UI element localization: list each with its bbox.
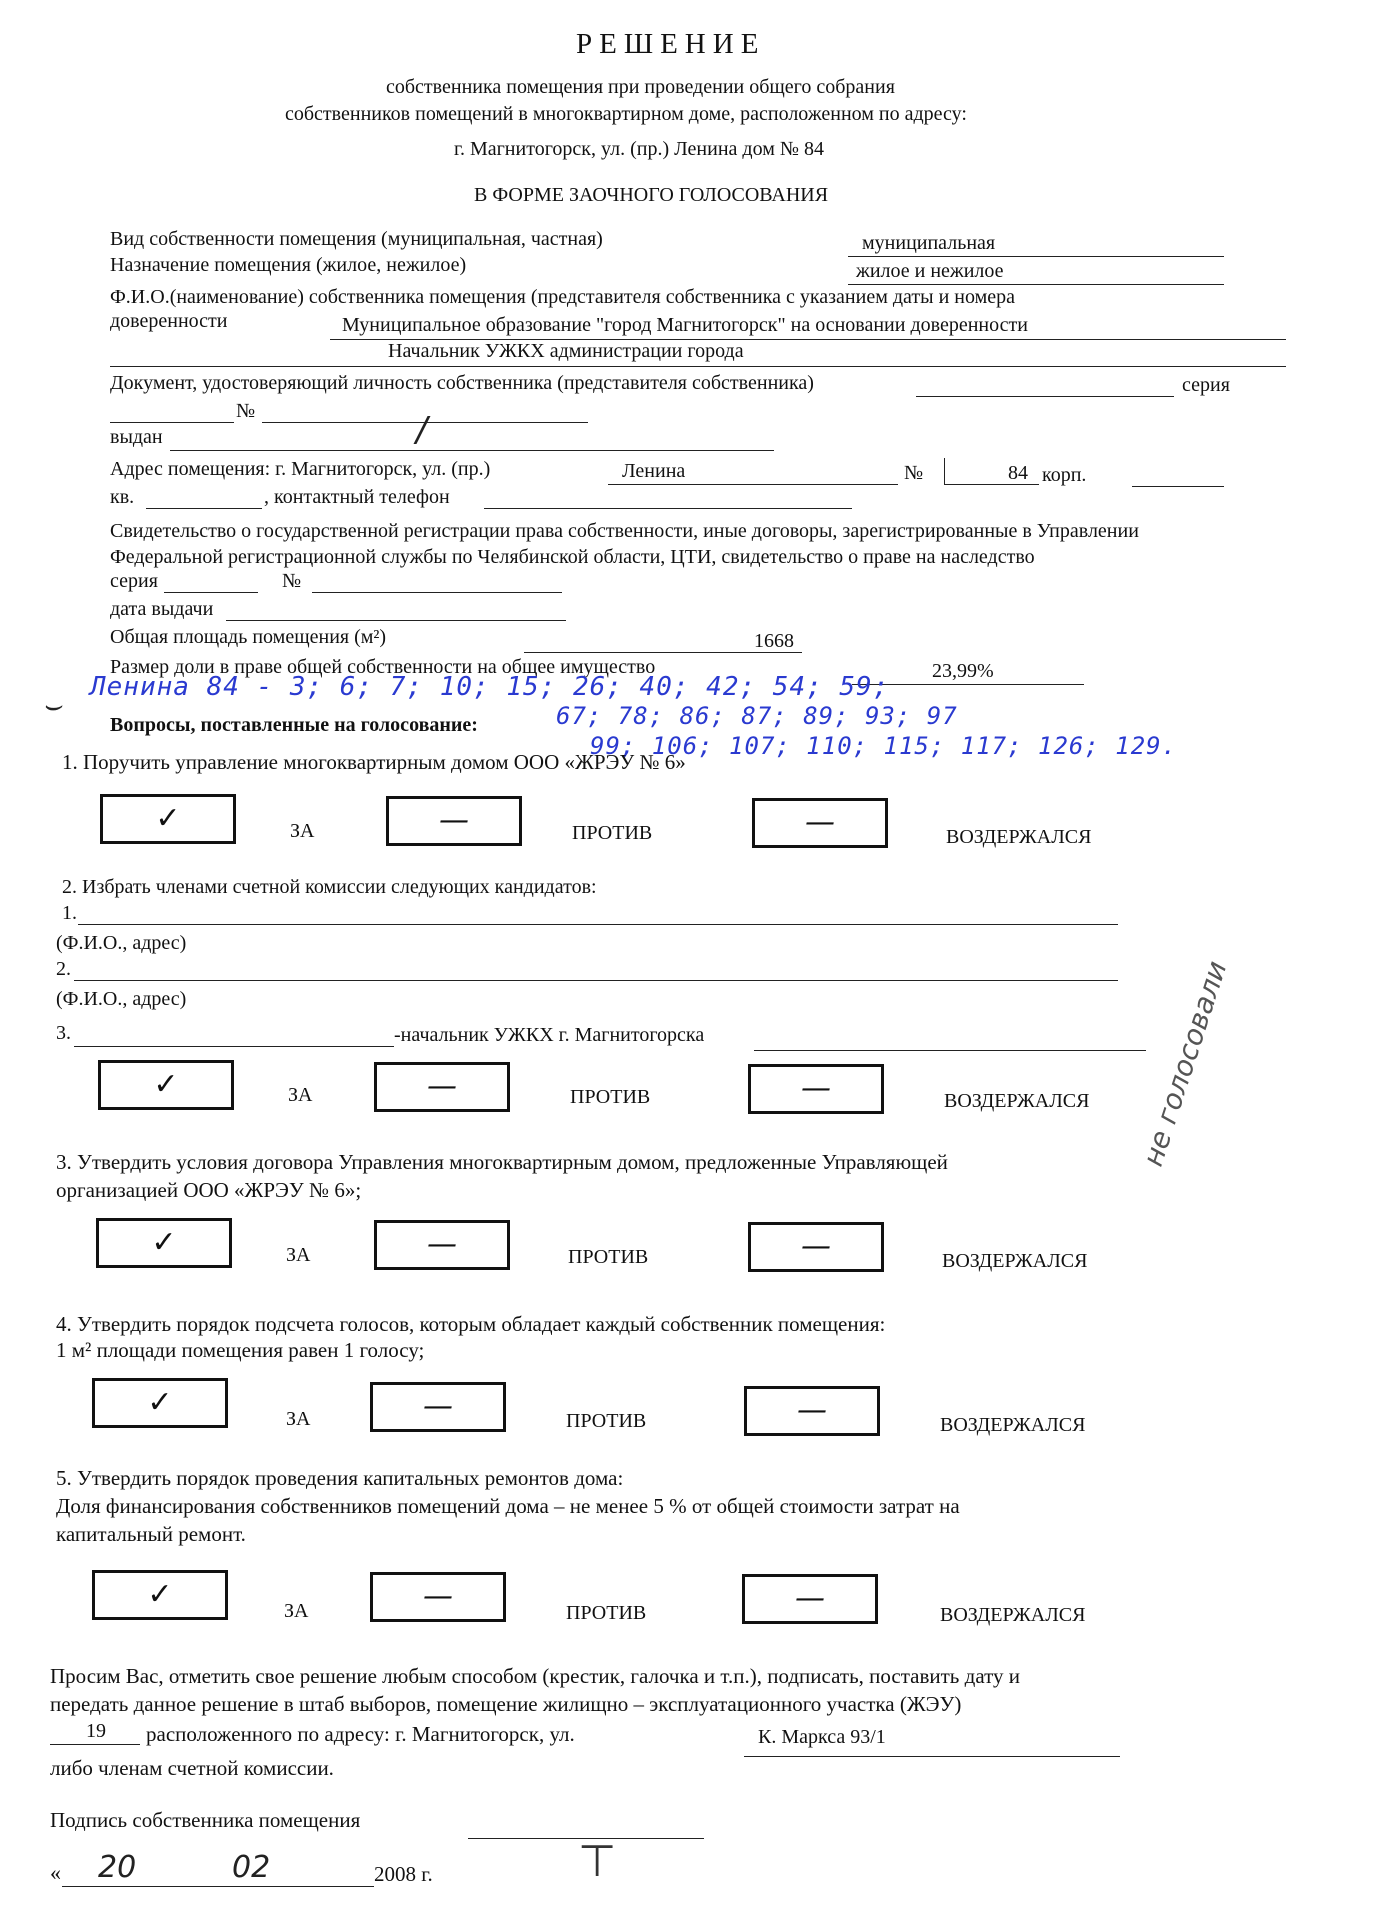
header-address: г. Магнитогорск, ул. (пр.) Ленина дом № 84: [454, 138, 824, 160]
cert-text-1: Свидетельство о государственной регистрации права собственности, иные договоры, зарегистрированные в Управлении: [110, 520, 1139, 542]
ownership-type-label: Вид собственности помещения (муниципальная, частная): [110, 228, 603, 250]
proxy-value-2: Начальник УЖКХ администрации города: [388, 340, 744, 362]
candidate-1-num: 1.: [62, 902, 77, 924]
share-value: 23,99%: [932, 660, 994, 682]
date-day: 20: [98, 1850, 137, 1885]
question-2-text: 2. Избрать членами счетной комиссии следующих кандидатов:: [62, 876, 597, 898]
phone-label: , контактный телефон: [264, 486, 450, 508]
ownership-type-value: муниципальная: [862, 232, 996, 254]
handwritten-apartments-3: 99; 106; 107; 110; 115; 117; 126; 129.: [590, 732, 1178, 760]
voting-form: В ФОРМЕ ЗАОЧНОГО ГОЛОСОВАНИЯ: [474, 184, 829, 206]
candidate-2-num: 2.: [56, 958, 71, 980]
q4-for-checkbox[interactable]: ✓: [92, 1378, 228, 1428]
handwritten-apartments-2: 67; 78; 86; 87; 89; 93; 97: [556, 702, 958, 730]
apt-label: кв.: [110, 486, 135, 508]
located-text: расположенного по адресу: г. Магнитогорск, ул.: [146, 1722, 575, 1746]
house-label: №: [904, 462, 924, 484]
q1-against-label: ПРОТИВ: [572, 822, 653, 844]
q5-for-label: ЗА: [284, 1600, 309, 1622]
q3-against-checkbox[interactable]: —: [374, 1220, 510, 1270]
q3-abstain-checkbox[interactable]: —: [748, 1222, 884, 1272]
q3-abstain-label: ВОЗДЕРЖАЛСЯ: [942, 1250, 1088, 1272]
purpose-label: Назначение помещения (жилое, нежилое): [110, 254, 467, 276]
proxy-label: доверенности: [110, 310, 228, 332]
issued-label: выдан: [110, 426, 163, 448]
date-year: 2008 г.: [374, 1862, 433, 1886]
question-5-text: 5. Утвердить порядок проведения капитальных ремонтов дома:: [56, 1466, 624, 1490]
street-value: Ленина: [622, 460, 686, 482]
cert-number-label: №: [282, 570, 302, 592]
document-label: Документ, удостоверяющий личность собственника (представителя собственника): [110, 372, 814, 394]
q2-against-label: ПРОТИВ: [570, 1086, 651, 1108]
date-open-quote: «: [50, 1860, 61, 1885]
area-value: 1668: [754, 630, 794, 652]
q5-against-checkbox[interactable]: —: [370, 1572, 506, 1622]
candidate-1-hint: (Ф.И.О., адрес): [56, 932, 187, 954]
purpose-value: жилое и нежилое: [856, 260, 1004, 282]
q4-against-label: ПРОТИВ: [566, 1410, 647, 1432]
candidate-3-num: 3.: [56, 1022, 71, 1044]
q2-for-checkbox[interactable]: ✓: [98, 1060, 234, 1110]
request-text-2: передать данное решение в штаб выборов, помещение жилищно – эксплуатационного участка (ЖЭУ): [50, 1692, 962, 1716]
q4-abstain-checkbox[interactable]: —: [744, 1386, 880, 1436]
handwritten-apartments-1: Ленина 84 - 3; 6; 7; 10; 15; 26; 40; 42; 54; 59;: [90, 672, 890, 702]
zheu-number: 19: [86, 1720, 106, 1742]
pen-stroke: /: [416, 410, 428, 450]
q4-for-label: ЗА: [286, 1408, 311, 1430]
q3-for-label: ЗА: [286, 1244, 311, 1266]
candidate-2-hint: (Ф.И.О., адрес): [56, 988, 187, 1010]
q5-abstain-checkbox[interactable]: —: [742, 1574, 878, 1624]
question-4-text-2: 1 м² площади помещения равен 1 голосу;: [56, 1338, 425, 1362]
number-label: №: [236, 400, 256, 422]
cert-text-2: Федеральной регистрационной службы по Челябинской области, ЦТИ, свидетельство о праве на наследство: [110, 546, 1035, 568]
area-label: Общая площадь помещения (м²): [110, 626, 387, 648]
address-label: Адрес помещения: г. Магнитогорск, ул. (пр.): [110, 458, 491, 480]
document-title: РЕШЕНИЕ: [576, 28, 766, 60]
pen-arc: ⌣: [42, 688, 62, 723]
q5-abstain-label: ВОЗДЕРЖАЛСЯ: [940, 1604, 1086, 1626]
series-label: серия: [1182, 374, 1230, 396]
building-label: корп.: [1042, 464, 1087, 486]
question-3-text: 3. Утвердить условия договора Управления многоквартирным домом, предложенные Управляющей: [56, 1150, 948, 1174]
fio-label: Ф.И.О.(наименование) собственника помещения (представителя собственника с указанием даты и номера: [110, 286, 1016, 308]
proxy-value-1: Муниципальное образование "город Магнитогорск" на основании доверенности: [342, 314, 1028, 336]
questions-heading: Вопросы, поставленные на голосование:: [110, 714, 478, 736]
request-text-1: Просим Вас, отметить свое решение любым способом (крестик, галочка и т.п.), подписать, поставить дату и: [50, 1664, 1020, 1688]
question-5-text-2: Доля финансирования собственников помещений дома – не менее 5 % от общей стоимости затрат на: [56, 1494, 960, 1518]
issue-date-label: дата выдачи: [110, 598, 214, 620]
date-month: 02: [232, 1850, 271, 1885]
question-1-text: 1. Поручить управление многоквартирным домом ООО «ЖРЭУ № 6»: [62, 750, 686, 774]
q3-for-checkbox[interactable]: ✓: [96, 1218, 232, 1268]
q4-abstain-label: ВОЗДЕРЖАЛСЯ: [940, 1414, 1086, 1436]
q1-abstain-checkbox[interactable]: —: [752, 798, 888, 848]
house-value: 84: [1008, 462, 1028, 484]
q2-for-label: ЗА: [288, 1084, 313, 1106]
q1-for-label: ЗА: [290, 820, 315, 842]
q5-against-label: ПРОТИВ: [566, 1602, 647, 1624]
question-3-text-2: организацией ООО «ЖРЭУ № 6»;: [56, 1178, 362, 1202]
header-subtitle-2: собственников помещений в многоквартирном доме, расположенном по адресу:: [285, 103, 967, 125]
question-5-text-3: капитальный ремонт.: [56, 1522, 246, 1546]
q1-for-checkbox[interactable]: ✓: [100, 794, 236, 844]
cert-series-label: серия: [110, 570, 158, 592]
q1-against-checkbox[interactable]: —: [386, 796, 522, 846]
q5-for-checkbox[interactable]: ✓: [92, 1570, 228, 1620]
q4-against-checkbox[interactable]: —: [370, 1382, 506, 1432]
header-subtitle-1: собственника помещения при проведении общего собрания: [386, 76, 895, 98]
q2-abstain-checkbox[interactable]: —: [748, 1064, 884, 1114]
or-members-text: либо членам счетной комиссии.: [50, 1756, 334, 1780]
q2-abstain-label: ВОЗДЕРЖАЛСЯ: [944, 1090, 1090, 1112]
share-label: Размер доли в праве общей собственности на общее имущество: [110, 656, 656, 678]
signature-mark: ⊤: [578, 1836, 617, 1887]
signature-label: Подпись собственника помещения: [50, 1808, 361, 1832]
q3-against-label: ПРОТИВ: [568, 1246, 649, 1268]
q2-against-checkbox[interactable]: —: [374, 1062, 510, 1112]
question-4-text: 4. Утвердить порядок подсчета голосов, которым обладает каждый собственник помещения:: [56, 1312, 886, 1336]
q1-abstain-label: ВОЗДЕРЖАЛСЯ: [946, 826, 1092, 848]
footer-street: К. Маркса 93/1: [758, 1726, 886, 1748]
candidate-3-value: -начальник УЖКХ г. Магнитогорска: [394, 1024, 705, 1046]
margin-note: не голосовали: [1136, 956, 1234, 1171]
